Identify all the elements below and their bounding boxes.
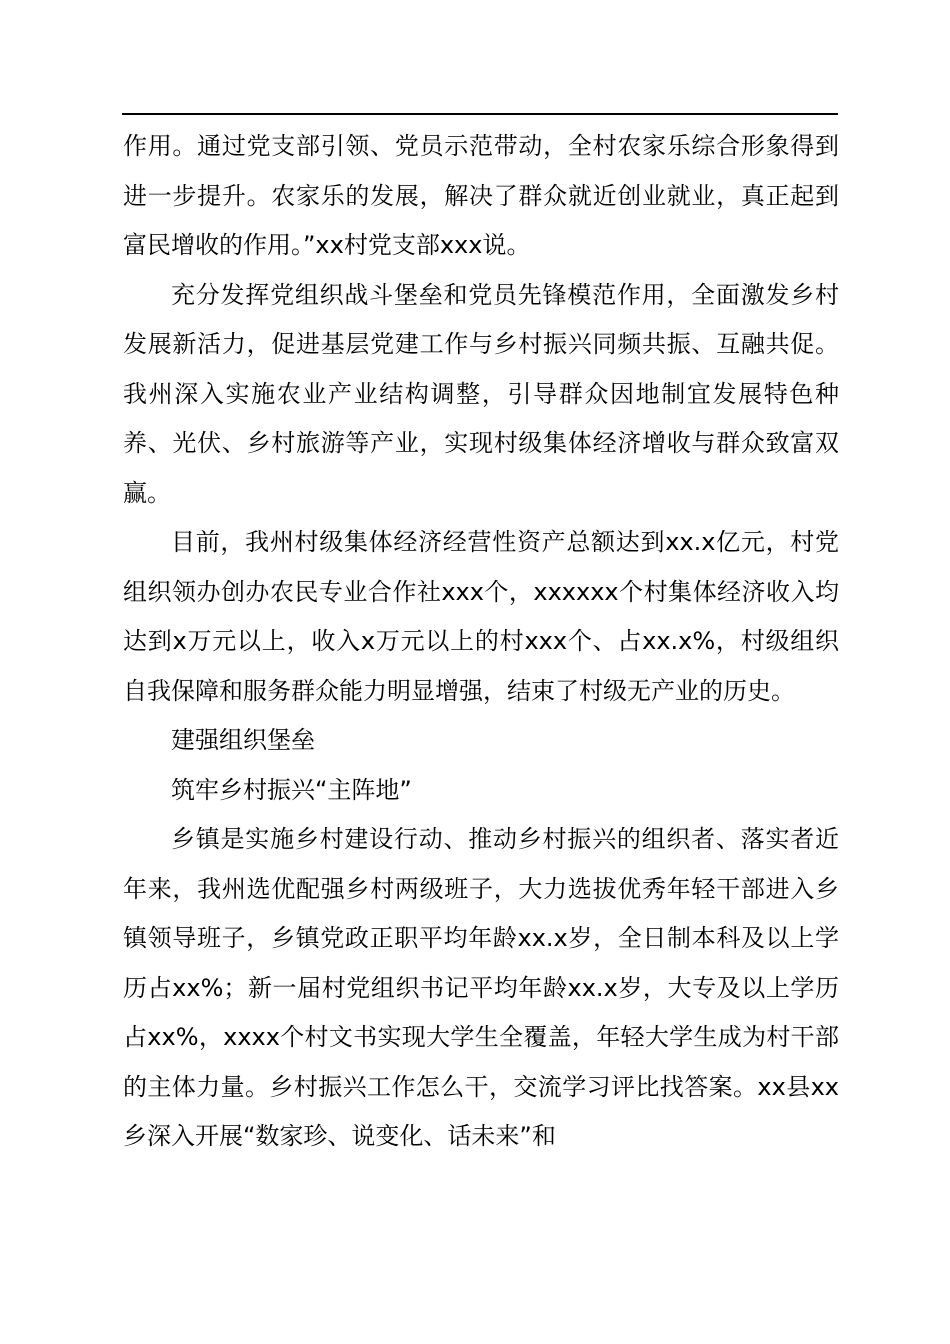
section-heading-line-1: 建强组织堡垒 [171,726,315,754]
document-body [123,122,839,1162]
paragraph-township-leadership: 乡镇是实施乡村建设行动、推动乡村振兴的组织者、落实者近年来，我州选优配强乡村两级班子，大力选拔优秀年轻干部进入乡镇领导班子，乡镇党政正职平均年龄xx.x岁，全日制本科及以上学历占xx%；新一届村党组织书记平均年龄xx.x岁，大专及以上学历占xx%，xxxx个村文书实现大学生全覆盖，年轻大学生成为村干部的主体力量。乡村振兴工作怎么干，交流学习评比找答案。xx县xx乡深入开展“数家珍、说变化、话未来”和 [123,825,839,1150]
header-rule [122,113,838,115]
paragraph-collective-economy: 目前，我州村级集体经济经营性资产总额达到xx.x亿元，村党组织领办创办农民专业合作社xxx个，xxxxxx个村集体经济收入均达到x万元以上，收入x万元以上的村xxx个、占xx.x%，村级组织自我保障和服务群众能力明显增强，结束了村级无产业的历史。 [123,528,839,705]
section-heading-line-2: 筑牢乡村振兴“主阵地” [171,775,412,804]
paragraph-continuation: 作用。通过党支部引领、党员示范带动，全村农家乐综合形象得到进一步提升。农家乐的发展，解决了群众就近创业就业，真正起到富民增收的作用。”xx村党支部xxx说。 [123,132,839,259]
paragraph-party-role: 充分发挥党组织战斗堡垒和党员先锋模范作用，全面激发乡村发展新活力，促进基层党建工作与乡村振兴同频共振、互融共促。我州深入实施农业产业结构调整，引导群众因地制宜发展特色种养、光伏、乡村旅游等产业，实现村级集体经济增收与群众致富双赢。 [123,280,839,507]
